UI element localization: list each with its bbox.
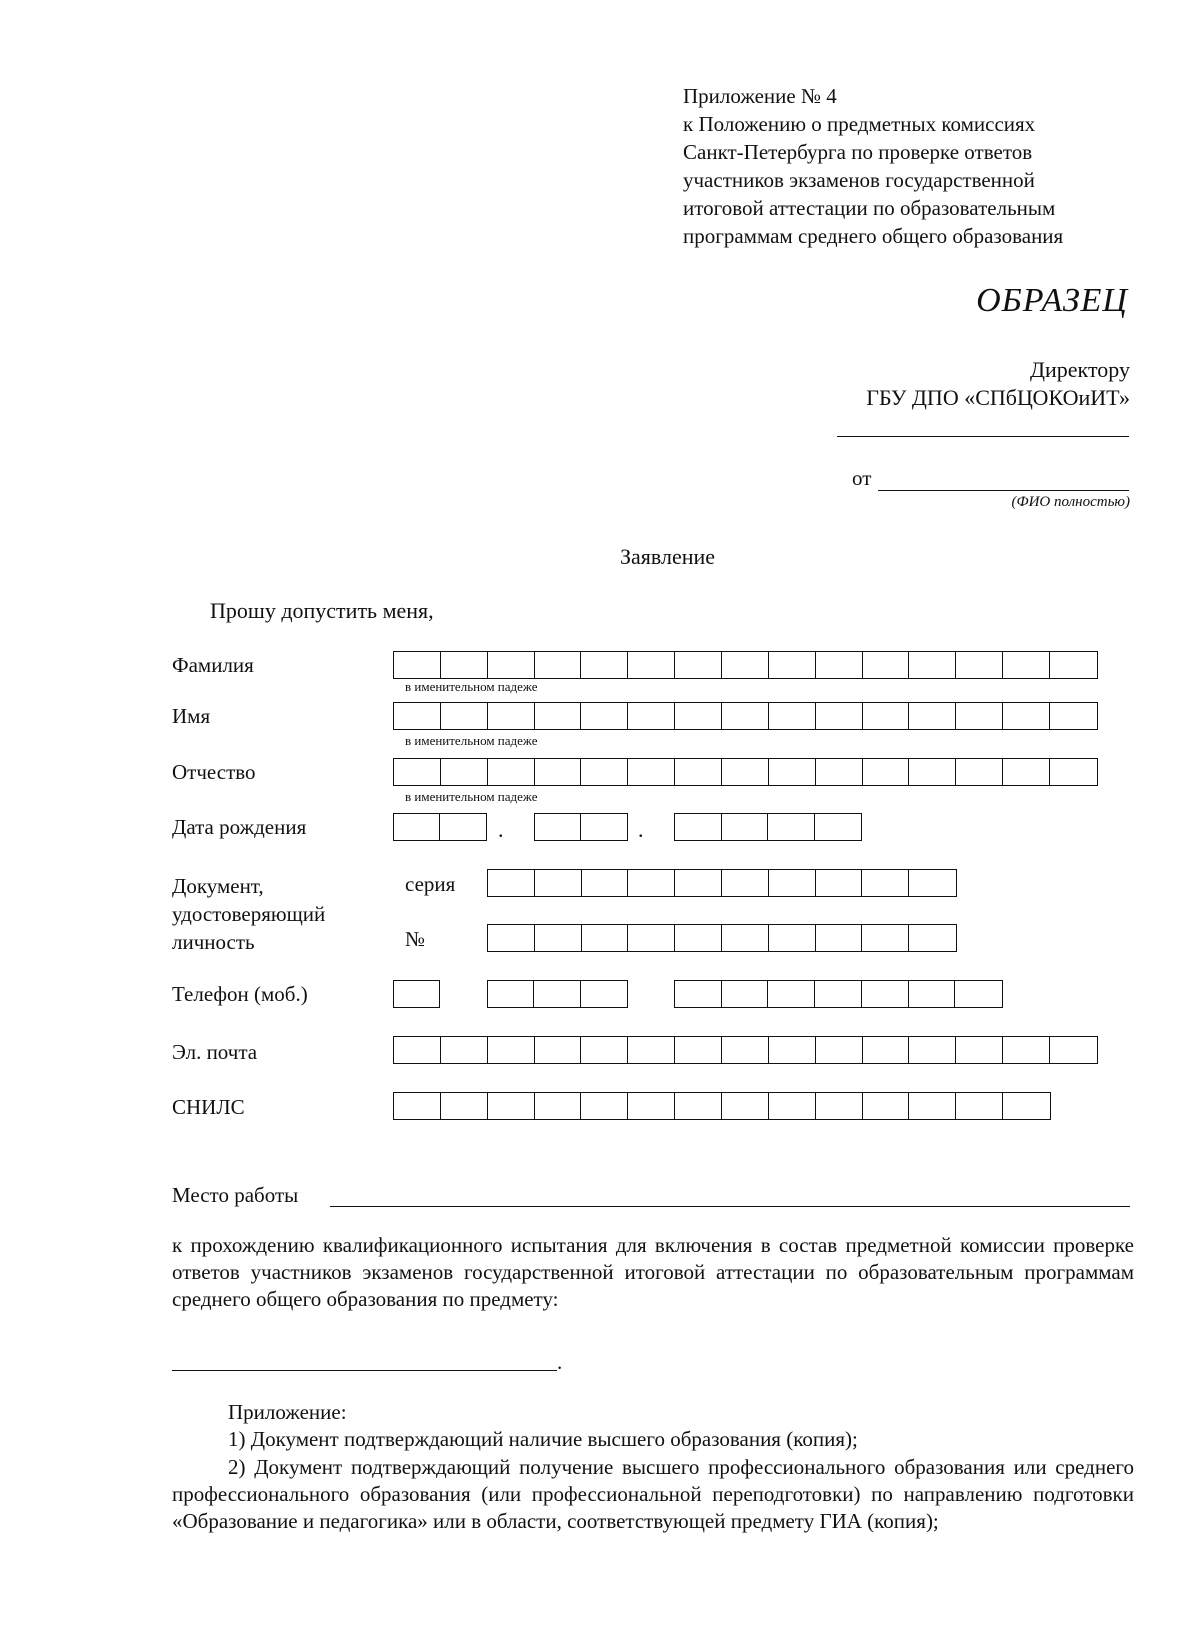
char-cell[interactable] — [394, 1037, 441, 1063]
char-cell[interactable] — [394, 703, 441, 729]
char-cell[interactable] — [769, 759, 816, 785]
char-cell[interactable] — [488, 981, 534, 1007]
char-cell[interactable] — [535, 652, 582, 678]
birth-day-input[interactable] — [393, 813, 487, 841]
from-label: от — [852, 466, 872, 490]
char-cell[interactable] — [909, 1037, 956, 1063]
char-cell[interactable] — [535, 1093, 582, 1119]
char-cell[interactable] — [956, 759, 1003, 785]
char-cell[interactable] — [722, 925, 769, 951]
char-cell[interactable] — [441, 759, 488, 785]
char-cell[interactable] — [675, 759, 722, 785]
char-cell[interactable] — [1050, 652, 1097, 678]
char-cell[interactable] — [582, 870, 629, 896]
char-cell[interactable] — [1050, 1037, 1097, 1063]
char-cell[interactable] — [675, 652, 722, 678]
char-cell[interactable] — [628, 870, 675, 896]
char-cell[interactable] — [488, 652, 535, 678]
char-cell[interactable] — [581, 1037, 628, 1063]
char-cell[interactable] — [488, 870, 535, 896]
char-cell[interactable] — [488, 759, 535, 785]
char-cell[interactable] — [1003, 759, 1050, 785]
char-cell[interactable] — [581, 1093, 628, 1119]
char-cell[interactable] — [769, 703, 816, 729]
addressee-org: ГБУ ДПО «СПбЦОКОиИТ» — [866, 385, 1130, 410]
char-cell[interactable] — [722, 870, 769, 896]
addressee — [866, 356, 1130, 412]
attachment-item-2: 2) Документ подтверждающий получение высшего профессионального образования или среднего профессионального образования (или профессиональной переподготовки) по направлению подготовки «Образование и педагогика» или в области, соответствующей предмету ГИА (копия); — [172, 1455, 1134, 1533]
id-document-label-line: удостоверяющий — [172, 902, 326, 926]
char-cell[interactable] — [1003, 1093, 1050, 1119]
char-cell[interactable] — [535, 759, 582, 785]
patronymic-case-hint: в именительном падеже — [405, 789, 538, 804]
char-cell[interactable] — [909, 925, 956, 951]
char-cell[interactable] — [441, 652, 488, 678]
purpose-paragraph: к прохождению квалификационного испытания для включения в состав предметной комиссии проверке ответов участников экзаменов государственной итоговой аттестации по образовательным программам среднего общего образования по предмету: — [172, 1233, 1134, 1311]
fio-hint: (ФИО полностью) — [1011, 494, 1130, 510]
char-cell[interactable] — [628, 1093, 675, 1119]
name-input[interactable] — [393, 702, 1098, 730]
char-cell[interactable] — [909, 981, 956, 1007]
workplace-label: Место работы — [172, 1183, 299, 1207]
annex-line: Санкт-Петербурга по проверке ответов — [683, 140, 1033, 164]
char-cell[interactable] — [582, 925, 629, 951]
snils-label: СНИЛС — [172, 1095, 245, 1119]
char-cell[interactable] — [768, 981, 815, 1007]
id-document-label-line: личность — [172, 930, 255, 954]
annex-line: программам среднего общего образования — [683, 224, 1064, 248]
char-cell[interactable] — [535, 1037, 582, 1063]
char-cell[interactable] — [394, 652, 441, 678]
char-cell[interactable] — [816, 1037, 863, 1063]
birth-date-label: Дата рождения — [172, 815, 307, 839]
document-title: Заявление — [620, 544, 716, 569]
attachments-title: Приложение: — [228, 1400, 347, 1424]
phone-prefix-input[interactable] — [393, 980, 440, 1008]
char-cell[interactable] — [535, 703, 582, 729]
subject-line-end: . — [557, 1350, 563, 1374]
char-cell[interactable] — [816, 870, 863, 896]
char-cell[interactable] — [862, 870, 909, 896]
number-label: № — [405, 927, 426, 951]
char-cell[interactable] — [816, 1093, 863, 1119]
char-cell[interactable] — [863, 652, 910, 678]
char-cell[interactable] — [488, 1037, 535, 1063]
char-cell[interactable] — [909, 870, 956, 896]
intro-text: Прошу допустить меня, — [210, 598, 434, 623]
char-cell[interactable] — [722, 703, 769, 729]
char-cell[interactable] — [675, 1093, 722, 1119]
char-cell[interactable] — [394, 759, 441, 785]
char-cell[interactable] — [581, 814, 627, 840]
char-cell[interactable] — [1003, 703, 1050, 729]
surname-label: Фамилия — [172, 653, 254, 677]
patronymic-label: Отчество — [172, 760, 256, 784]
sample-mark: ОБРАЗЕЦ — [976, 282, 1128, 319]
char-cell[interactable] — [816, 759, 863, 785]
subject-line[interactable] — [172, 1370, 557, 1371]
char-cell[interactable] — [394, 814, 440, 840]
email-label: Эл. почта — [172, 1040, 258, 1064]
char-cell[interactable] — [956, 1037, 1003, 1063]
char-cell[interactable] — [441, 1093, 488, 1119]
name-label: Имя — [172, 704, 211, 728]
char-cell[interactable] — [488, 1093, 535, 1119]
char-cell[interactable] — [863, 703, 910, 729]
char-cell[interactable] — [863, 759, 910, 785]
char-cell[interactable] — [675, 870, 722, 896]
birth-year-input[interactable] — [674, 813, 862, 841]
char-cell[interactable] — [441, 703, 488, 729]
char-cell[interactable] — [956, 703, 1003, 729]
char-cell[interactable] — [722, 652, 769, 678]
char-cell[interactable] — [675, 814, 722, 840]
char-cell[interactable] — [534, 981, 580, 1007]
char-cell[interactable] — [722, 1037, 769, 1063]
char-cell[interactable] — [862, 981, 909, 1007]
annex-line: итоговой аттестации по образовательным — [683, 196, 1056, 220]
char-cell[interactable] — [955, 981, 1002, 1007]
char-cell[interactable] — [440, 814, 486, 840]
char-cell[interactable] — [628, 925, 675, 951]
char-cell[interactable] — [769, 652, 816, 678]
char-cell[interactable] — [535, 814, 581, 840]
char-cell[interactable] — [815, 981, 862, 1007]
addressee-name-line[interactable] — [837, 436, 1129, 437]
char-cell[interactable] — [628, 652, 675, 678]
char-cell[interactable] — [909, 1093, 956, 1119]
char-cell[interactable] — [628, 703, 675, 729]
patronymic-input[interactable] — [393, 758, 1098, 786]
document-number-input[interactable] — [487, 924, 957, 952]
char-cell[interactable] — [816, 703, 863, 729]
char-cell[interactable] — [909, 652, 956, 678]
phone-code-input[interactable] — [487, 980, 628, 1008]
surname-input[interactable] — [393, 651, 1098, 679]
char-cell[interactable] — [1003, 652, 1050, 678]
char-cell[interactable] — [581, 981, 627, 1007]
char-cell[interactable] — [581, 759, 628, 785]
char-cell[interactable] — [769, 1037, 816, 1063]
annex-line: к Положению о предметных комиссиях — [683, 112, 1036, 136]
from-fio-line[interactable] — [878, 490, 1129, 491]
char-cell[interactable] — [909, 703, 956, 729]
char-cell[interactable] — [394, 1093, 441, 1119]
snils-input[interactable] — [393, 1092, 1051, 1120]
annex-line: Приложение № 4 — [683, 84, 837, 108]
surname-case-hint: в именительном падеже — [405, 679, 538, 694]
char-cell[interactable] — [488, 925, 535, 951]
id-document-label-line: Документ, — [172, 874, 264, 898]
name-case-hint: в именительном падеже — [405, 733, 538, 748]
char-cell[interactable] — [394, 981, 439, 1007]
date-separator: . — [638, 817, 644, 842]
series-label: серия — [405, 872, 456, 896]
char-cell[interactable] — [769, 925, 816, 951]
char-cell[interactable] — [675, 981, 722, 1007]
annex-line: участников экзаменов государственной — [683, 168, 1035, 192]
char-cell[interactable] — [816, 925, 863, 951]
char-cell[interactable] — [956, 1093, 1003, 1119]
char-cell[interactable] — [488, 703, 535, 729]
char-cell[interactable] — [675, 1037, 722, 1063]
char-cell[interactable] — [581, 703, 628, 729]
phone-label: Телефон (моб.) — [172, 982, 308, 1006]
char-cell[interactable] — [769, 870, 816, 896]
char-cell[interactable] — [815, 814, 861, 840]
char-cell[interactable] — [863, 1093, 910, 1119]
char-cell[interactable] — [441, 1037, 488, 1063]
annex-reference — [683, 82, 1183, 250]
char-cell[interactable] — [863, 1037, 910, 1063]
char-cell[interactable] — [535, 870, 582, 896]
char-cell[interactable] — [628, 759, 675, 785]
char-cell[interactable] — [722, 981, 769, 1007]
char-cell[interactable] — [769, 1093, 816, 1119]
char-cell[interactable] — [675, 703, 722, 729]
char-cell[interactable] — [675, 925, 722, 951]
addressee-title: Директору — [1030, 357, 1130, 382]
char-cell[interactable] — [1050, 703, 1097, 729]
char-cell[interactable] — [768, 814, 815, 840]
attachment-item-1: 1) Документ подтверждающий наличие высшего образования (копия); — [228, 1427, 858, 1451]
char-cell[interactable] — [1050, 759, 1097, 785]
char-cell[interactable] — [722, 1093, 769, 1119]
char-cell[interactable] — [722, 759, 769, 785]
char-cell[interactable] — [1003, 1037, 1050, 1063]
char-cell[interactable] — [909, 759, 956, 785]
char-cell[interactable] — [816, 652, 863, 678]
document-series-input[interactable] — [487, 869, 957, 897]
char-cell[interactable] — [535, 925, 582, 951]
char-cell[interactable] — [722, 814, 769, 840]
char-cell[interactable] — [862, 925, 909, 951]
date-separator: . — [498, 817, 504, 842]
email-input[interactable] — [393, 1036, 1098, 1064]
char-cell[interactable] — [956, 652, 1003, 678]
char-cell[interactable] — [581, 652, 628, 678]
char-cell[interactable] — [628, 1037, 675, 1063]
workplace-line[interactable] — [330, 1206, 1130, 1207]
birth-month-input[interactable] — [534, 813, 628, 841]
phone-number-input[interactable] — [674, 980, 1003, 1008]
id-document-label — [172, 872, 325, 956]
